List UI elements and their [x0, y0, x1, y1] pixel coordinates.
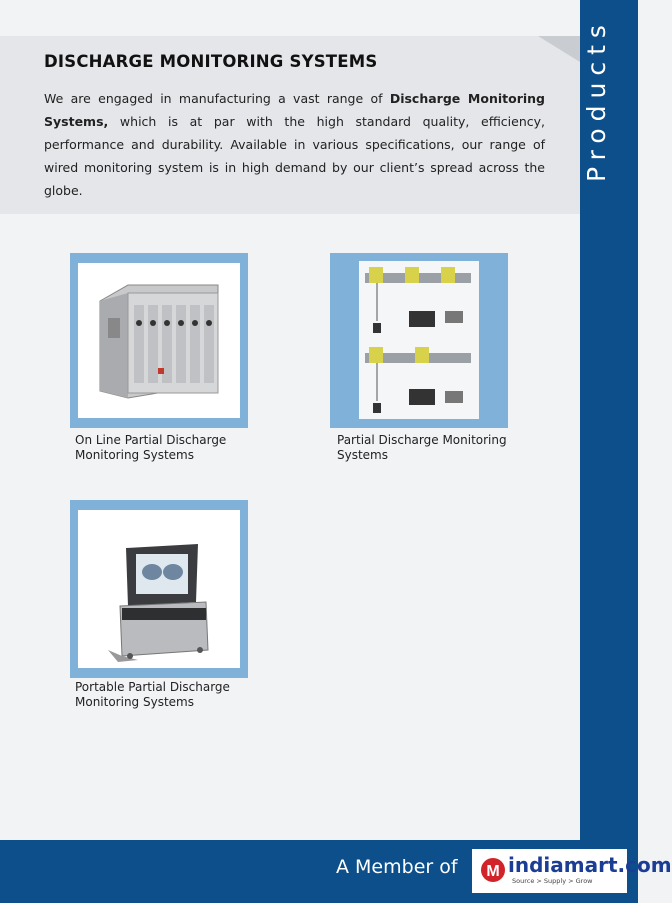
rack-cabinet-icon [78, 263, 240, 418]
product-card-pd-monitoring[interactable] [330, 253, 508, 428]
product-card-portable-pd[interactable] [70, 500, 248, 678]
intro-text-start: We are engaged in manufacturing a vast range of [44, 91, 390, 106]
indiamart-logo-text: indiamart.com [508, 853, 672, 877]
product-caption-pd-monitoring: Partial Discharge Monitoring Systems [337, 433, 507, 462]
svg-text:M: M [486, 863, 500, 880]
product-card-online-pd[interactable] [70, 253, 248, 428]
panel-corner-decoration [538, 36, 580, 62]
product-caption-online-pd: On Line Partial Discharge Monitoring Systems [75, 433, 227, 462]
portable-case-icon [78, 510, 240, 668]
product-caption-portable-pd: Portable Partial Discharge Monitoring Systems [75, 680, 230, 709]
product-image-portable-pd[interactable] [78, 510, 240, 668]
sidebar-label: Products [582, 18, 611, 182]
member-of-text: A Member of [336, 856, 458, 878]
intro-text-highlight: Discharge Monitoring Systems, [44, 91, 545, 129]
system-diagram-icon [359, 261, 479, 419]
page-title: DISCHARGE MONITORING SYSTEMS [44, 52, 378, 71]
intro-text-end: which is at par with the high standard quality, efficiency, performance and durability. Available in various specifications, our range of wired monitoring system is in high demand by our client’s spread across the globe. [44, 114, 545, 198]
intro-paragraph [44, 87, 545, 202]
product-image-online-pd[interactable] [78, 263, 240, 418]
product-image-pd-monitoring[interactable] [359, 261, 479, 419]
indiamart-m-icon [480, 853, 506, 887]
indiamart-tagline: Source > Supply > Grow [512, 877, 593, 885]
